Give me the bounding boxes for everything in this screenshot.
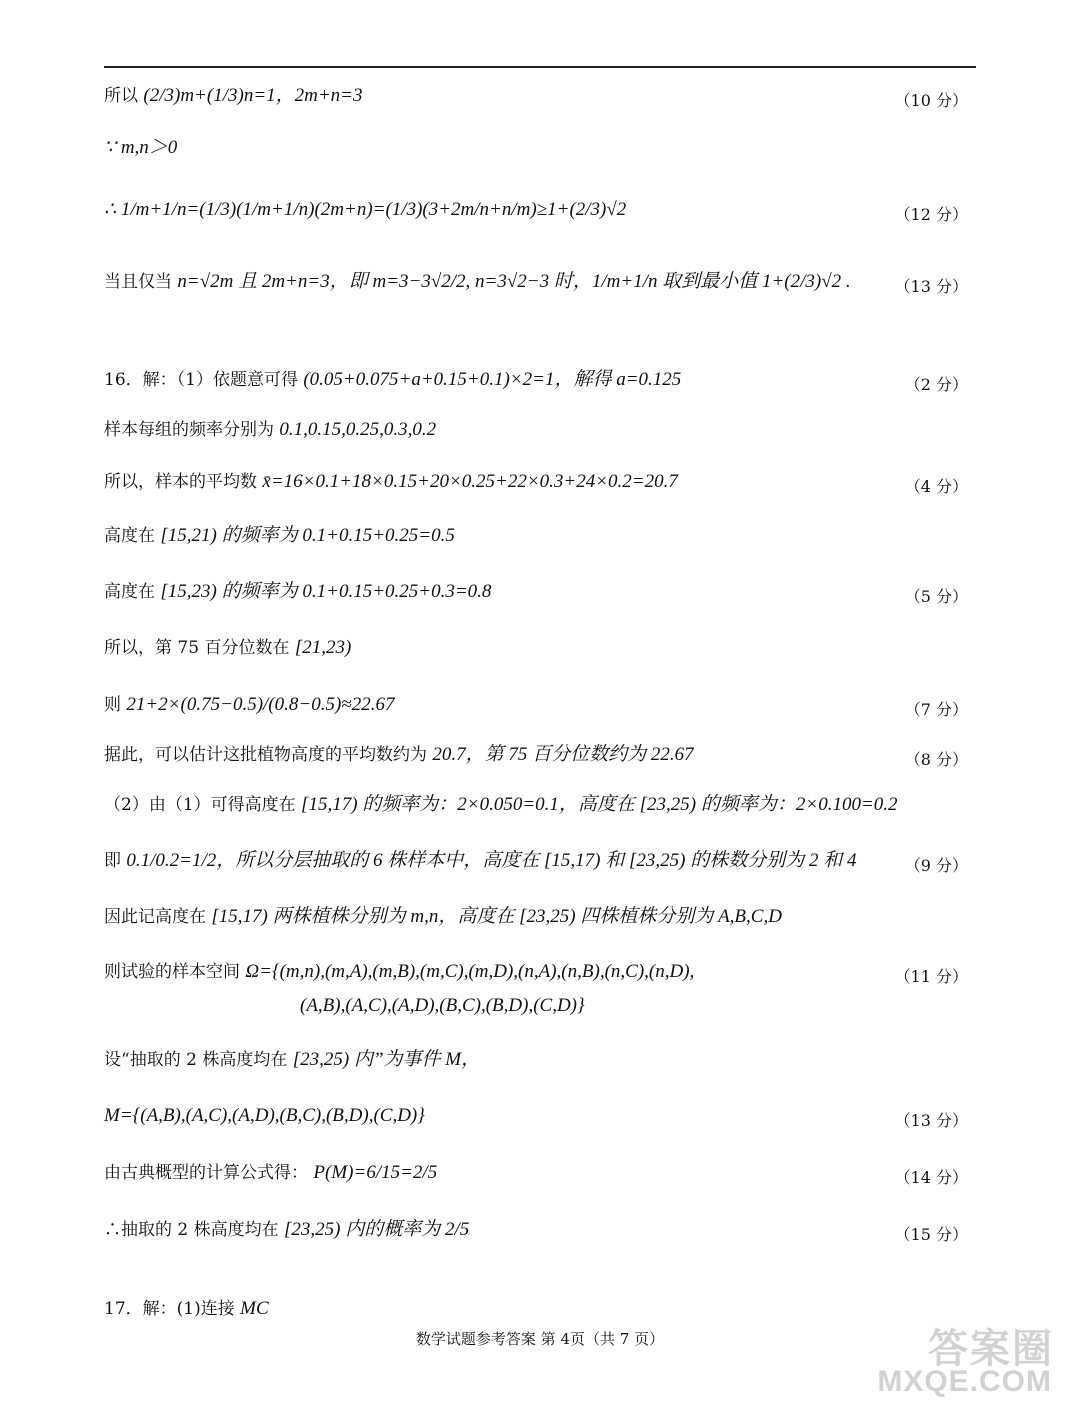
line-15 <box>104 905 864 929</box>
line-16 <box>104 960 864 984</box>
score-line-11: （7 分） <box>904 700 968 719</box>
line-6-expr: 0.1,0.15,0.25,0.3,0.2 <box>279 419 437 440</box>
line-21-prefix: 17．解：(1)连接 <box>104 1299 235 1319</box>
line-1-prefix: 所以 <box>104 86 138 106</box>
line-10-prefix: 所以，第 75 百分位数在 <box>104 638 290 658</box>
score-line-5: （2 分） <box>904 375 968 394</box>
line-5-expr: (0.05+0.075+a+0.15+0.1)×2=1，解得 a=0.125 <box>303 369 682 390</box>
line-18-expr: M={(A,B),(A,C),(A,D),(B,C),(B,D),(C,D)} <box>104 1105 425 1126</box>
line-20-prefix: ∴抽取的 2 株高度均在 <box>104 1220 279 1240</box>
score-line-4: （13 分） <box>894 277 968 296</box>
score-line-20: （15 分） <box>894 1225 968 1244</box>
line-20-expr: [23,25) 内的概率为 2/5 <box>284 1219 470 1240</box>
line-7 <box>104 470 864 494</box>
line-1-expr: (2/3)m+(1/3)n=1，2m+n=3 <box>143 85 363 106</box>
line-21 <box>104 1297 864 1321</box>
line-2-expr: ∵ m,n＞0 <box>104 137 178 158</box>
line-19-expr: P(M)=6/15=2/5 <box>313 1162 438 1183</box>
line-17 <box>104 1048 864 1072</box>
line-8-prefix: 高度在 <box>104 526 155 546</box>
score-line-1: （10 分） <box>894 91 968 110</box>
line-15-expr: [15,17) 两株植株分别为 m,n，高度在 [23,25) 四株植株分别为 A,B,C,D <box>211 906 782 927</box>
line-4-expr: n=√2m 且 2m+n=3，即 m=3−3√2/2, n=3√2−3 时，1/m+1/n 取到最小值 1+(2/3)√2 . <box>177 271 851 292</box>
line-10-expr: [21,23) <box>294 637 352 658</box>
line-2 <box>104 136 864 160</box>
line-16-expr: Ω={(m,n),(m,A),(m,B),(m,C),(m,D),(n,A),(n,B),(n,C),(n,D), <box>245 961 695 982</box>
line-13-prefix: （2）由（1）可得高度在 <box>104 795 296 815</box>
line-9-expr: [15,23) 的频率为 0.1+0.15+0.25+0.3=0.8 <box>160 581 492 602</box>
line-3 <box>104 198 864 222</box>
line-14-expr: 0.1/0.2=1/2，所以分层抽取的 6 株样本中，高度在 [15,17) 和 [23,25) 的株数分别为 2 和 4 <box>126 850 857 871</box>
watermark-cn: 答案圈 <box>928 1327 1054 1371</box>
line-9 <box>104 580 864 604</box>
line-11-expr: 21+2×(0.75−0.5)/(0.8−0.5)≈22.67 <box>126 694 395 715</box>
line-4 <box>104 270 864 294</box>
line-8 <box>104 524 864 548</box>
page-footer: 数学试题参考答案 第 4页（共 7 页） <box>415 1330 665 1348</box>
line-3-expr: ∴ 1/m+1/n=(1/3)(1/m+1/n)(2m+n)=(1/3)(3+2m/n+n/m)≥1+(2/3)√2 <box>104 199 627 220</box>
line-1 <box>104 84 864 108</box>
line-21-expr: MC <box>240 1298 269 1319</box>
score-line-3: （12 分） <box>894 205 968 224</box>
line-13 <box>104 793 898 817</box>
score-line-9: （5 分） <box>904 587 968 606</box>
watermark-logo <box>876 1315 1056 1405</box>
line-8-expr: [15,21) 的频率为 0.1+0.15+0.25=0.5 <box>160 525 455 546</box>
score-line-12: （8 分） <box>904 750 968 769</box>
score-line-18: （13 分） <box>894 1111 968 1130</box>
score-line-16: （11 分） <box>894 967 968 986</box>
line-9-prefix: 高度在 <box>104 582 155 602</box>
line-14-prefix: 即 <box>104 851 121 871</box>
line-19 <box>104 1161 864 1185</box>
line-7-expr: x̄=16×0.1+18×0.15+20×0.25+22×0.3+24×0.2=20.7 <box>262 471 678 492</box>
line-16-prefix: 则试验的样本空间 <box>104 962 240 982</box>
line-13-expr: [15,17) 的频率为：2×0.050=0.1，高度在 [23,25) 的频率为：2×0.100=0.2 <box>301 794 898 815</box>
score-line-7: （4 分） <box>904 477 968 496</box>
line-17-expr: [23,25) 内”为事件 M， <box>292 1049 481 1070</box>
line-17-prefix: 设“抽取的 2 株高度均在 <box>104 1050 288 1070</box>
line-12-expr: 20.7，第 75 百分位数约为 22.67 <box>432 744 694 765</box>
line-19-prefix: 由古典概型的计算公式得： <box>104 1163 308 1183</box>
line-12-prefix: 据此，可以估计这批植物高度的平均数约为 <box>104 745 427 765</box>
line-20 <box>104 1218 864 1242</box>
line-7-prefix: 所以，样本的平均数 <box>104 472 257 492</box>
line-5-prefix: 16．解：（1）依题意可得 <box>104 370 298 390</box>
line-18 <box>104 1104 864 1128</box>
line-4-prefix: 当且仅当 <box>104 272 172 292</box>
score-line-14: （9 分） <box>904 856 968 875</box>
line-15-prefix: 因此记高度在 <box>104 907 206 927</box>
score-line-19: （14 分） <box>894 1168 968 1187</box>
line-11-prefix: 则 <box>104 695 121 715</box>
line-11 <box>104 693 864 717</box>
watermark-en: MXQE.COM <box>877 1365 1052 1398</box>
line-6 <box>104 418 864 442</box>
line-12 <box>104 743 864 767</box>
top-rule <box>104 66 976 68</box>
line-5 <box>104 368 864 392</box>
omega-continuation: (A,B),(A,C),(A,D),(B,C),(B,D),(C,D)} <box>300 995 585 1016</box>
line-6-prefix: 样本每组的频率分别为 <box>104 420 274 440</box>
line-14 <box>104 849 864 873</box>
line-10 <box>104 636 864 660</box>
